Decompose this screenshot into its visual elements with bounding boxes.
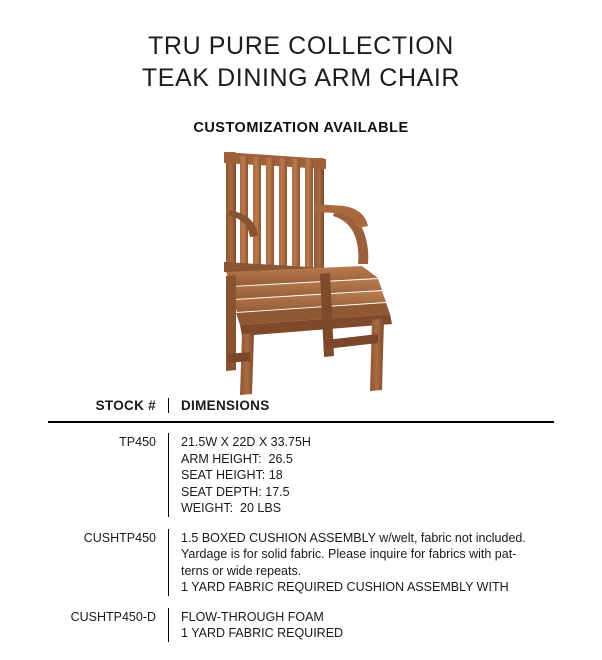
cell-stock-number: CUSHTP450-D — [70, 609, 156, 624]
dimension-line: ARM HEIGHT: 26.5 — [181, 451, 293, 466]
dimension-line: 21.5W X 22D X 33.75H — [181, 435, 311, 449]
product-image-area — [0, 144, 602, 404]
cell-dimensions — [169, 433, 554, 517]
column-header-stock: STOCK # — [95, 398, 156, 413]
dimension-line: 1.5 BOXED CUSHION ASSEMBLY w/welt, fabric not included. — [181, 530, 526, 545]
page-title-line-1: TRU PURE COLLECTION — [148, 32, 454, 60]
title-block — [0, 0, 602, 94]
table-header-row — [48, 398, 554, 421]
table-row — [48, 423, 554, 519]
chair-illustration — [186, 144, 416, 399]
dimension-line: SEAT DEPTH: 17.5 — [181, 484, 290, 499]
specification-table — [48, 398, 554, 644]
cell-stock-number: TP450 — [119, 435, 156, 449]
table-row — [48, 519, 554, 598]
dimension-line: FLOW-THROUGH FOAM — [181, 609, 324, 624]
dimension-line: 1 YARD FABRIC REQUIRED CUSHION ASSEMBLY WITH — [181, 580, 509, 594]
cell-dimensions — [169, 608, 554, 642]
column-header-dimensions: DIMENSIONS — [181, 398, 270, 413]
dimension-line: SEAT HEIGHT: 18 — [181, 468, 283, 482]
teak-dining-arm-chair-image — [186, 144, 416, 399]
dimension-line: terns or wide repeats. — [181, 563, 302, 578]
dimension-line: 1 YARD FABRIC REQUIRED — [181, 626, 344, 640]
cell-stock-number: CUSHTP450 — [83, 530, 156, 545]
customization-subtitle: CUSTOMIZATION AVAILABLE — [193, 120, 409, 136]
dimension-line: WEIGHT: 20 LBS — [181, 501, 282, 515]
dimension-line: Yardage is for solid fabric. Please inquire for fabrics with pat- — [181, 547, 517, 561]
table-row — [48, 598, 554, 644]
page-title-line-2: TEAK DINING ARM CHAIR — [141, 64, 461, 92]
cell-dimensions — [169, 529, 554, 596]
